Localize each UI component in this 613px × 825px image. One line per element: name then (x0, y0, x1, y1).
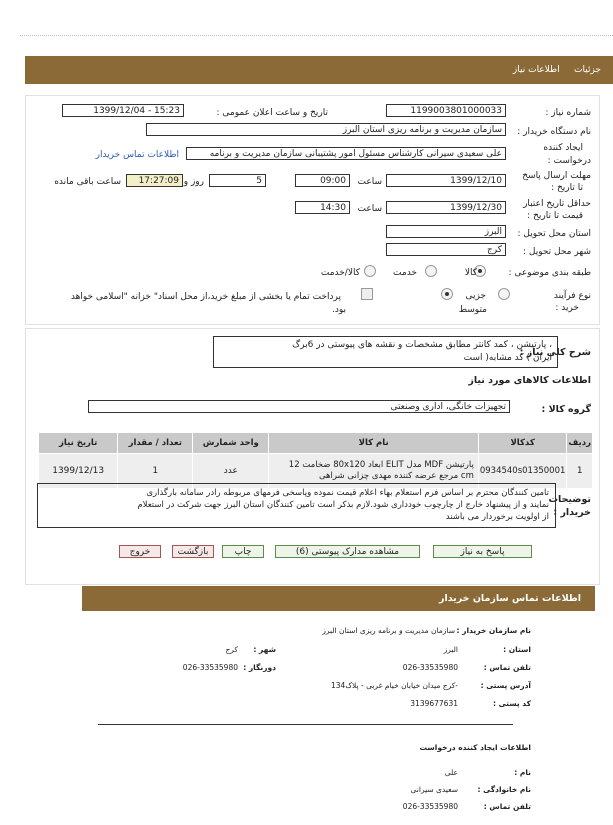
buyer-notes-label: توضیحات (548, 494, 591, 505)
org-value: سازمان مدیریت و برنامه ریزی استان البرز (322, 626, 455, 635)
process-label-2: خرید : (555, 303, 579, 313)
col-date-header: تاریخ نیاز (39, 433, 118, 454)
need-number-field[interactable]: 1199003801000033 (386, 104, 506, 117)
col-name-header: نام کالا (269, 433, 478, 454)
creator-name-label: نام : (514, 768, 531, 777)
announce-date-label: تاریخ و ساعت اعلان عمومی : (216, 108, 328, 118)
creator-family-value: سعیدی سیرانی (410, 785, 458, 794)
buyer-notes-line-2: نمایند و از پیشنهاد خارج از چارچوب خودداری شود.لازم بذکر است تامین کنندگان استان البرز جهت شرکت در استعلام (137, 500, 549, 510)
buyer-notes-line-3: از اولویت برخوردار می باشند (445, 512, 549, 522)
col-code-header: کدکالا (478, 433, 567, 454)
remaining-time-field[interactable]: 17:27:09 (126, 174, 183, 187)
description-box (213, 336, 558, 368)
buyer-contact-link[interactable]: اطلاعات تماس خریدار (95, 150, 179, 160)
row-code: 0934540s01350001 (478, 454, 567, 489)
address-value: -کرج میدان خیابان خیام غربی - پلاک134 (331, 681, 458, 690)
deadline-time-label: ساعت (357, 177, 382, 187)
min-price-label-2: قیمت تا تاریخ : (527, 211, 583, 221)
goods-section-title: اطلاعات کالاهای مورد نیاز (468, 375, 591, 386)
goods-group-field[interactable]: تجهیزات خانگی، اداری وصنعتی (88, 400, 510, 413)
creator-field[interactable]: علی سعیدی سیرانی کارشناس مسئول امور پشتیبانی سازمان مدیریت و برنامه (186, 147, 506, 160)
reply-button[interactable]: پاسخ به نیاز (433, 545, 532, 558)
process-label: نوع فرآیند (553, 291, 591, 301)
min-price-date-field[interactable]: 1399/12/30 (386, 201, 506, 214)
breadcrumb-details[interactable]: جزئیات (574, 65, 601, 75)
province-label: استان محل تحویل : (517, 229, 591, 239)
min-price-time-field[interactable]: 14:30 (295, 201, 350, 214)
contact-city-label: شهر : (253, 645, 276, 654)
process-minor-radio[interactable] (498, 288, 510, 300)
contact-province-value: البرز (443, 645, 458, 654)
row-date: 1399/12/13 (39, 454, 118, 489)
deadline-date-field[interactable]: 1399/12/10 (386, 174, 506, 187)
buyer-name-field[interactable]: سازمان مدیریت و برنامه ریزی استان البرز (146, 123, 506, 136)
page-header-bar (25, 56, 613, 84)
city-label: شهر محل تحویل : (522, 247, 591, 257)
breadcrumb-need-info[interactable]: اطلاعات نیاز (512, 65, 560, 75)
city-field[interactable]: کرج (386, 243, 506, 256)
print-button[interactable]: چاپ (222, 545, 264, 558)
category-both-label: کالا/خدمت (320, 268, 360, 278)
contact-city-value: کرج (225, 645, 238, 654)
row-name-line-2: cm مرجع عرضه کننده مهدی چزانی شراهی (318, 471, 474, 481)
contact-phone-label: تلفن تماس : (483, 663, 531, 672)
category-service-radio[interactable] (425, 265, 437, 277)
need-number-label: شماره نیاز : (545, 108, 591, 118)
process-medium-radio[interactable] (441, 288, 453, 300)
buyer-name-label: نام دستگاه خریدار : (517, 127, 591, 137)
creator-info-title: اطلاعات ایجاد کننده درخواست (419, 743, 531, 752)
row-unit: عدد (193, 454, 269, 489)
days-left-field[interactable]: 5 (209, 174, 266, 187)
creator-phone-label: تلفن تماس : (483, 802, 531, 811)
view-attachments-button[interactable]: مشاهده مدارک پیوستی (6) (275, 545, 420, 558)
announce-date-field[interactable]: 1399/12/04 - 15:23 (62, 104, 184, 117)
address-label: آدرس پستی : (480, 681, 531, 690)
payment-note: پرداخت تمام یا بخشی از مبلغ خرید،از محل اسناد" خزانه "اسلامی خواهد (70, 292, 341, 302)
deadline-time-field[interactable]: 09:00 (295, 174, 350, 187)
buyer-notes-label-2: خریدار : (553, 507, 591, 518)
creator-label-2: درخواست : (547, 156, 591, 166)
row-name-line-1: پارتیشن MDF مدل ELIT ابعاد 80x120 ضخامت 12 (288, 460, 474, 470)
min-price-time-label: ساعت (357, 204, 382, 214)
contact-fax-value: 026-33535980 (182, 663, 238, 672)
remaining-time-label: ساعت باقی مانده (54, 177, 121, 187)
back-button[interactable]: بازگشت (172, 545, 214, 558)
category-service-label: خدمت (393, 268, 417, 278)
payment-note-2: بود. (331, 305, 346, 315)
row-qty: 1 (118, 454, 193, 489)
days-label: روز و (183, 177, 204, 187)
postal-label: کد پستی : (492, 699, 531, 708)
treasury-payment-checkbox[interactable] (361, 288, 373, 300)
goods-table (38, 432, 593, 489)
deadline-label-2: تا تاریخ : (551, 183, 583, 193)
col-unit-header: واحد شمارش (193, 433, 269, 454)
contact-province-label: استان : (503, 645, 531, 654)
buyer-contact-title: اطلاعات تماس سازمان خریدار (438, 593, 581, 604)
creator-phone-value: 026-33535980 (402, 802, 458, 811)
province-field[interactable]: البرز (386, 225, 506, 238)
description-line-2: ایران ) کد مشابه( است (463, 353, 552, 363)
contact-divider (98, 724, 513, 725)
postal-value: 3139677631 (410, 699, 458, 708)
breadcrumb (513, 65, 601, 75)
category-goods-label: کالا (464, 268, 477, 278)
goods-group-label: گروه کالا : (541, 404, 591, 415)
description-line-1: ، پارتیشن ، کمد کانتر مطابق مشخصات و نقشه های پیوستی در 6برگ (292, 340, 552, 350)
buyer-notes-line-1: تامین کنندگان محترم بر اساس فرم استعلام بهاء اعلام قیمت نموده وپاسخی فرمهای مربوطه رادر سامانه بارگذاری (146, 488, 549, 498)
creator-name-value: علی (444, 768, 458, 777)
creator-label: ایجاد کننده (543, 143, 583, 153)
goods-table-header (39, 433, 593, 454)
buyer-contact-bar (82, 586, 595, 611)
contact-phone-value: 026-33535980 (402, 663, 458, 672)
org-label: نام سازمان خریدار : (456, 626, 531, 635)
col-qty-header: تعداد / مقدار (118, 433, 193, 454)
row-index: 1 (567, 454, 593, 489)
min-price-label: حداقل تاریخ اعتبار (523, 199, 591, 209)
category-both-radio[interactable] (364, 265, 376, 277)
top-divider (20, 35, 613, 36)
category-label: طبقه بندی موضوعی : (508, 268, 591, 278)
deadline-label: مهلت ارسال پاسخ (522, 171, 591, 181)
buyer-notes-box (37, 483, 556, 528)
description-label: شرح کلی نیاز : (519, 347, 591, 358)
col-index-header: ردیف (567, 433, 593, 454)
creator-family-label: نام خانوادگی : (477, 785, 531, 794)
contact-fax-label: دورنگار : (243, 663, 276, 672)
process-medium-label: متوسط (458, 305, 487, 315)
exit-button[interactable]: خروج (119, 545, 161, 558)
process-minor-label: جزیی (465, 291, 486, 301)
